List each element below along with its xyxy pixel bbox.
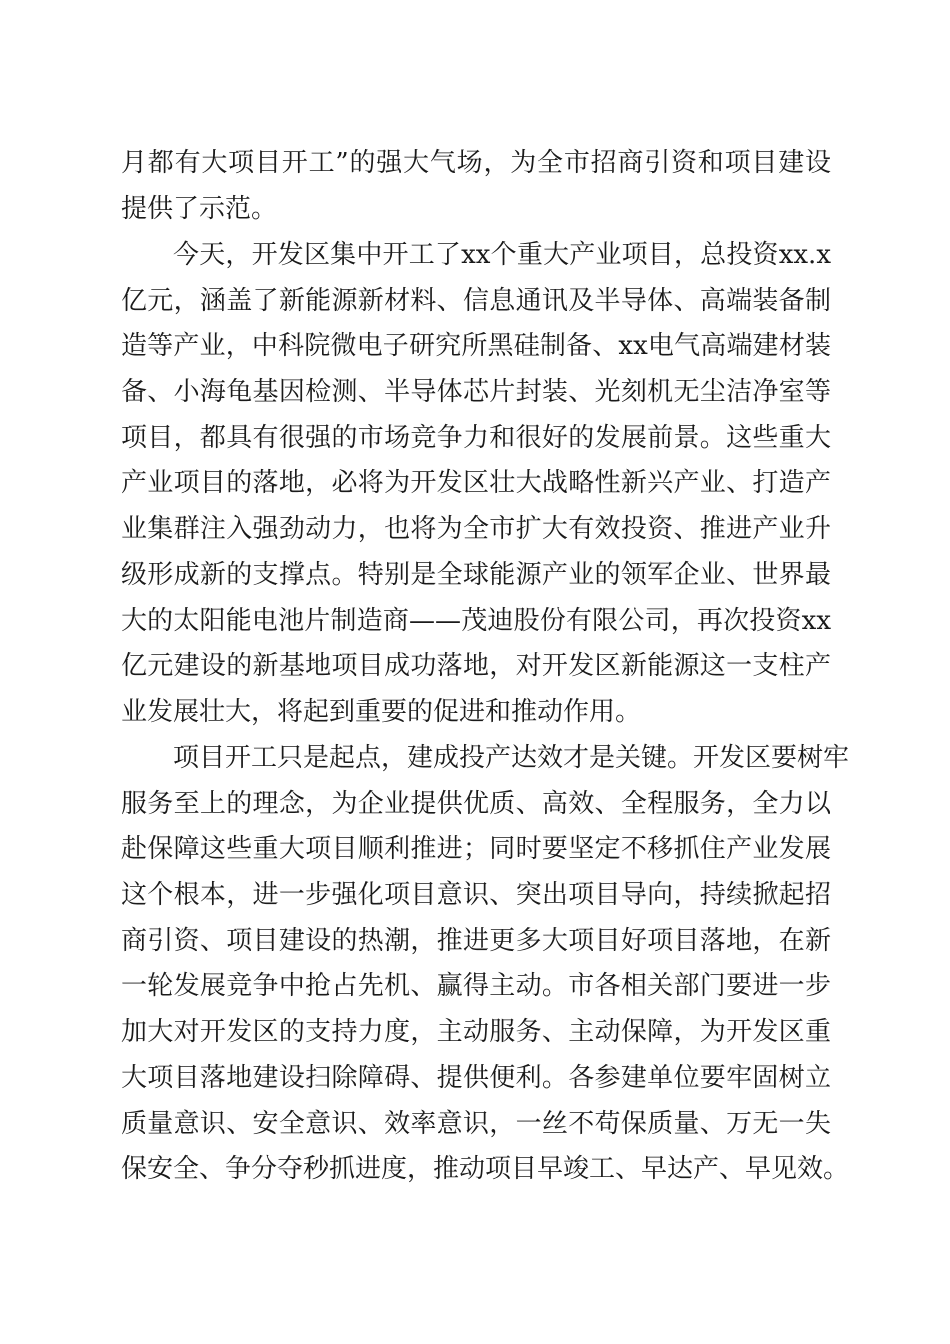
paragraph-3-line-2: 服务至上的理念，为企业提供优质、高效、全程服务，全力以 [121,789,831,819]
paragraph-2-line-8: 级形成新的支撑点。特别是全球能源产业的领军企业、世界最 [121,560,831,590]
paragraph-2-line-1: 今天，开发区集中开工了xx个重大产业项目，总投资xx.x [173,240,831,270]
paragraph-3-line-4: 这个根本，进一步强化项目意识、突出项目导向，持续掀起招 [121,880,831,910]
paragraph-3-line-1: 项目开工只是起点，建成投产达效才是关键。开发区要树牢 [173,743,850,773]
paragraph-3-line-6: 一轮发展竞争中抢占先机、赢得主动。市各相关部门要进一步 [121,971,831,1001]
paragraph-2-line-5: 项目，都具有很强的市场竞争力和很好的发展前景。这些重大 [121,423,831,453]
paragraph-2-line-3: 造等产业，中科院微电子研究所黑硅制备、xx电气高端建材装 [121,331,831,361]
paragraph-3-line-5: 商引资、项目建设的热潮，推进更多大项目好项目落地，在新 [121,926,831,956]
paragraph-2-line-11: 业发展壮大，将起到重要的促进和推动作用。 [121,697,642,727]
paragraph-2-line-10: 亿元建设的新基地项目成功落地，对开发区新能源这一支柱产 [121,651,831,681]
paragraph-2-line-2: 亿元，涵盖了新能源新材料、信息通讯及半导体、高端装备制 [121,286,831,316]
paragraph-3-line-10: 保安全、争分夺秒抓进度，推动项目早竣工、早达产、早见效。 [121,1154,850,1184]
paragraph-3-line-8: 大项目落地建设扫除障碍、提供便利。各参建单位要牢固树立 [121,1063,831,1093]
paragraph-3-line-3: 赴保障这些重大项目顺利推进；同时要坚定不移抓住产业发展 [121,834,831,864]
paragraph-2-line-4: 备、小海龟基因检测、半导体芯片封装、光刻机无尘洁净室等 [121,377,831,407]
paragraph-3-line-9: 质量意识、安全意识、效率意识，一丝不苟保质量、万无一失 [121,1109,831,1139]
paragraph-1-line-2: 提供了示范。 [121,194,278,224]
paragraph-2-line-7: 业集群注入强劲动力，也将为全市扩大有效投资、推进产业升 [121,514,831,544]
paragraph-1-line-1: 月都有大项目开工”的强大气场，为全市招商引资和项目建设 [121,148,831,178]
paragraph-3-line-7: 加大对开发区的支持力度，主动服务、主动保障，为开发区重 [121,1017,831,1047]
paragraph-2-line-9: 大的太阳能电池片制造商——茂迪股份有限公司，再次投资xx [121,606,831,636]
paragraph-2-line-6: 产业项目的落地，必将为开发区壮大战略性新兴产业、打造产 [121,468,831,498]
